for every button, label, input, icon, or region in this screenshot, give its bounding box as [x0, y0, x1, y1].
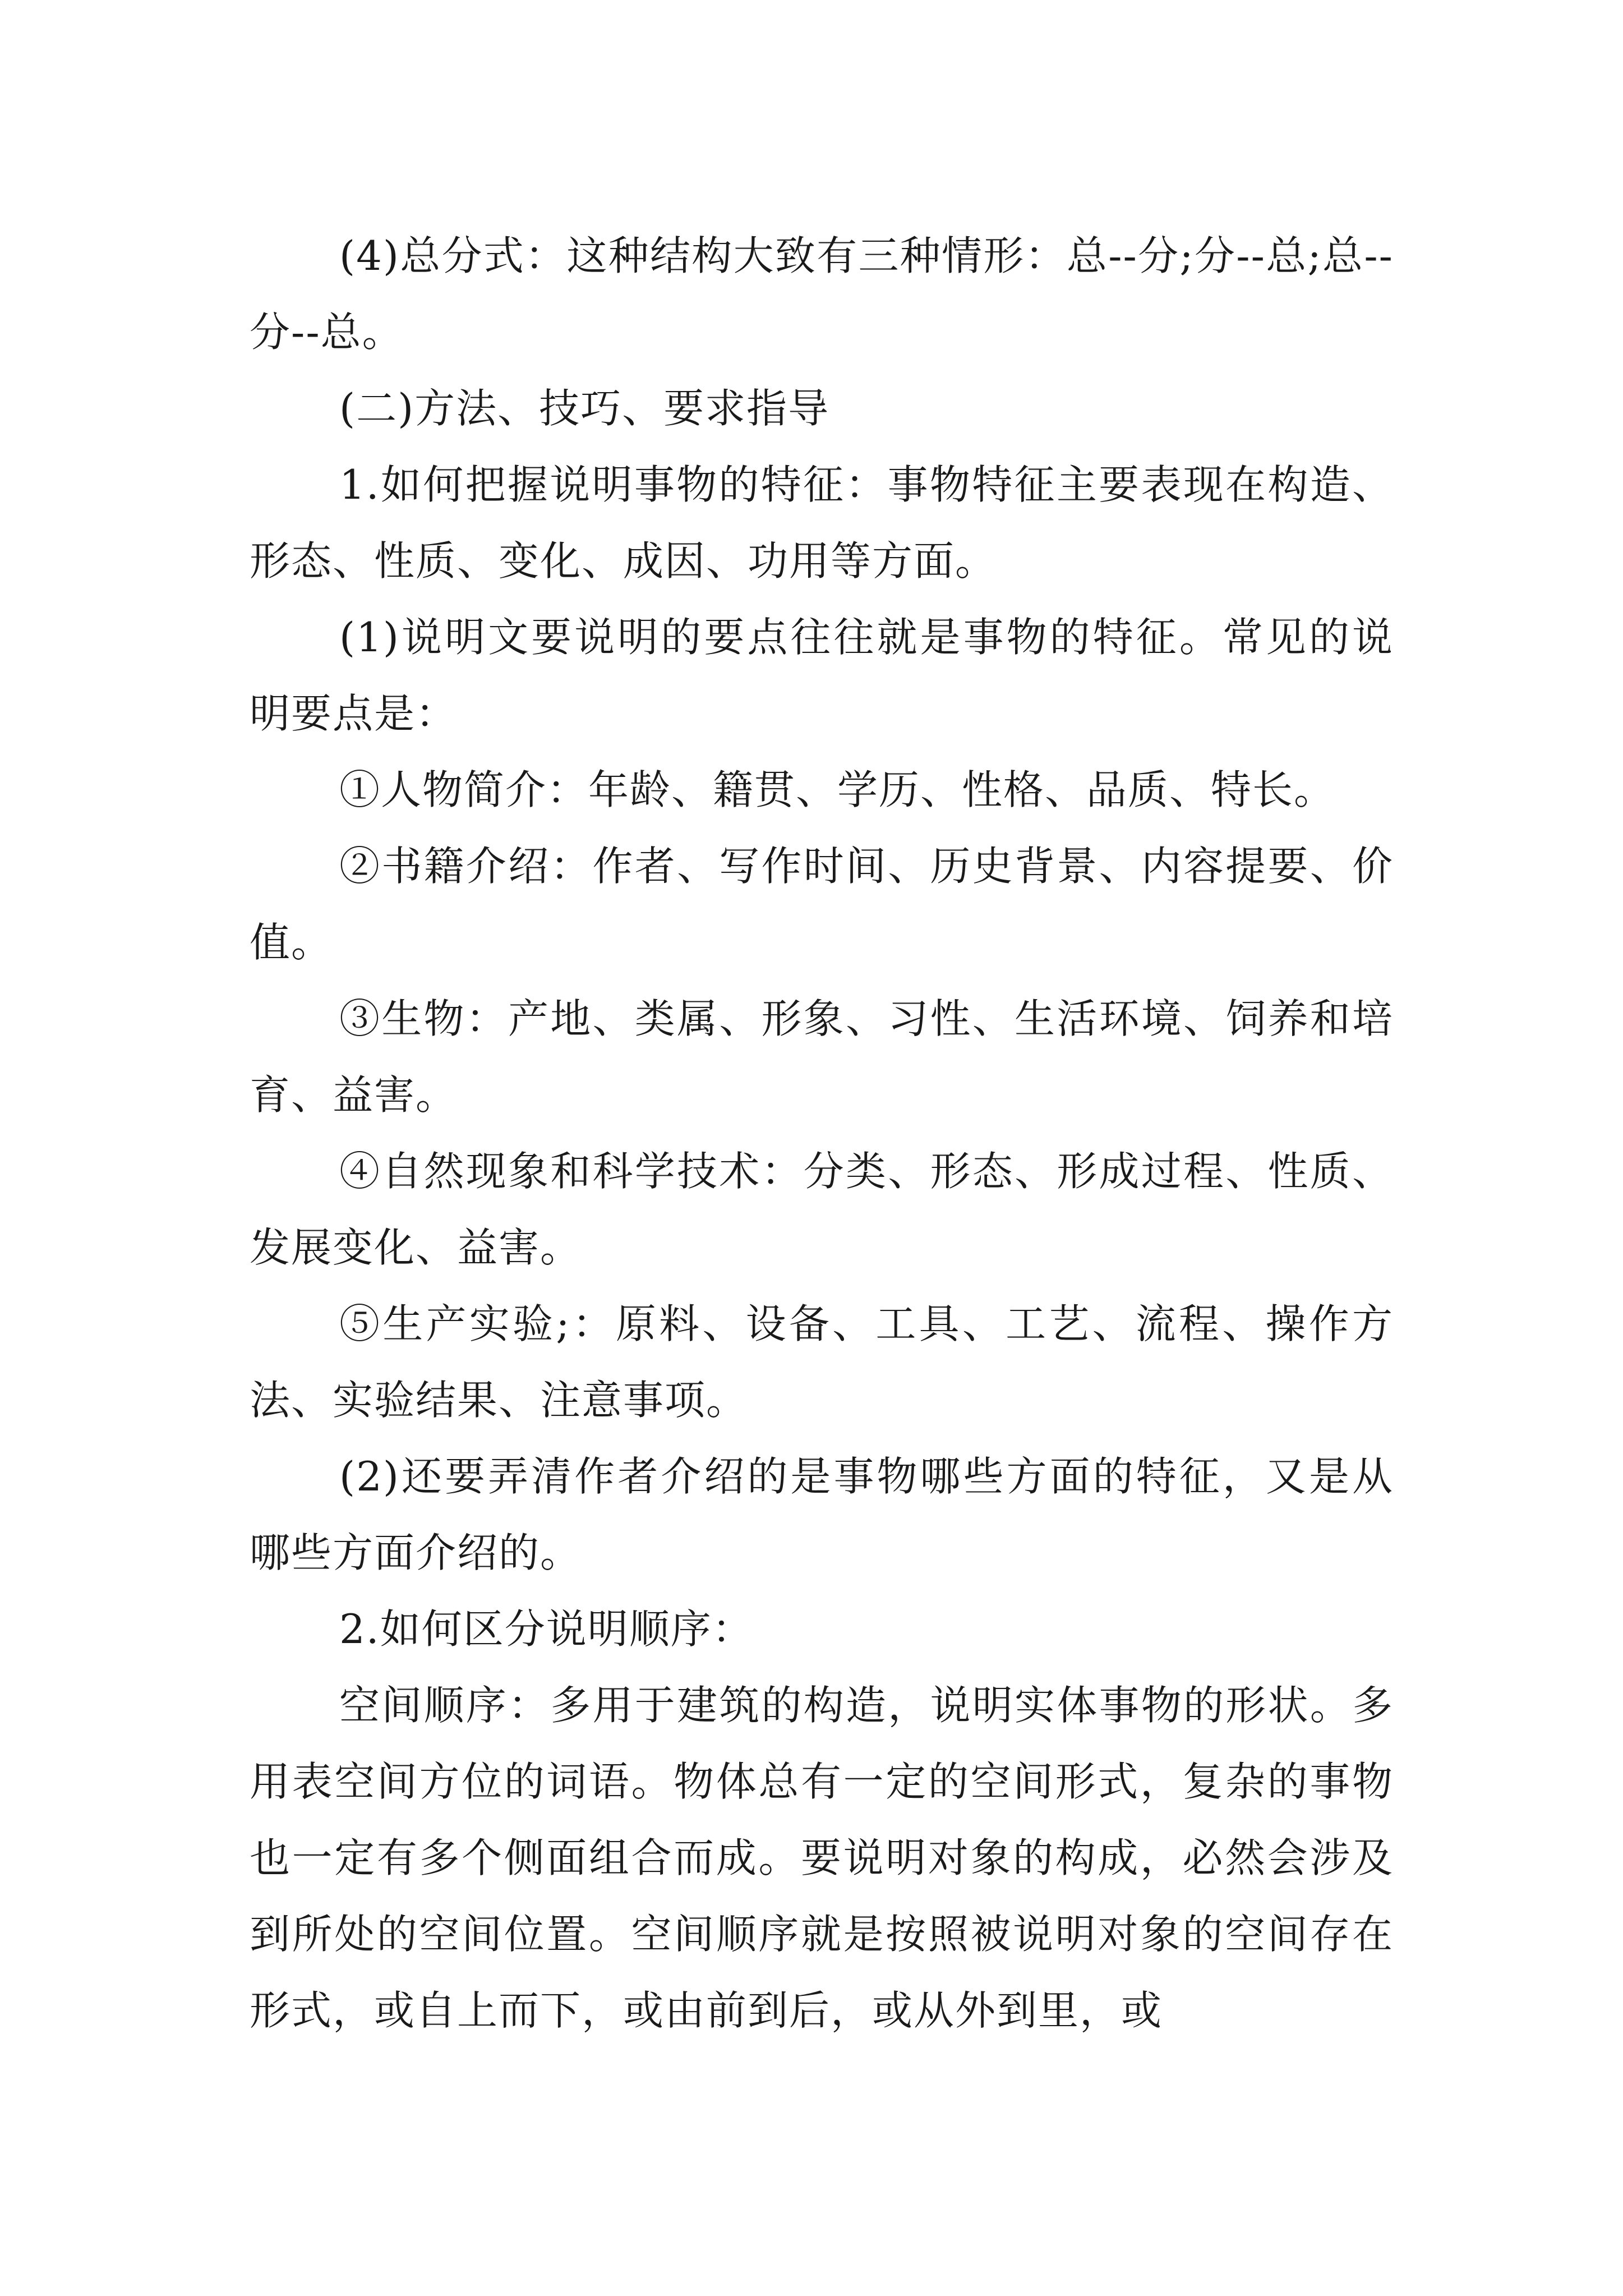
list-item-production: ⑤生产实验;：原料、设备、工具、工艺、流程、操作方法、实验结果、注意事项。 [250, 1300, 1394, 1424]
paragraph-author-aspects: (2)还要弄清作者介绍的是事物哪些方面的特征，又是从哪些方面介绍的。 [250, 1453, 1394, 1576]
list-item-book: ②书籍介绍：作者、写作时间、历史背景、内容提要、价值。 [250, 843, 1394, 966]
section-heading-order: 2.如何区分说明顺序： [339, 1605, 754, 1653]
body-text [250, 218, 1394, 2049]
paragraph-structure-type: (4)总分式：这种结构大致有三种情形：总--分;分--总;总--分--总。 [250, 232, 1394, 356]
paragraph-spatial-order: 空间顺序：多用于建筑的构造，说明实体事物的形状。多用表空间方位的词语。物体总有一定的空间形式，复杂的事物也一定有多个侧面组合而成。要说明对象的构成，必然会涉及到所处的空间位置。空间顺序就是按照被说明对象的空间存在形式，或自上而下，或由前到后，或从外到里，或 [250, 1682, 1394, 2034]
section-heading-methods: (二)方法、技巧、要求指导 [339, 385, 830, 432]
list-item-organism: ③生物：产地、类属、形象、习性、生活环境、饲养和培育、益害。 [250, 995, 1394, 1119]
paragraph-feature-grasp: 1.如何把握说明事物的特征：事物特征主要表现在构造、形态、性质、变化、成因、功用等方面。 [250, 461, 1394, 585]
list-item-science: ④自然现象和科学技术：分类、形态、形成过程、性质、发展变化、益害。 [250, 1148, 1394, 1271]
paragraph-key-points: (1)说明文要说明的要点往往就是事物的特征。常见的说明要点是： [250, 614, 1394, 737]
list-item-person: ①人物简介：年龄、籍贯、学历、性格、品质、特长。 [339, 766, 1336, 813]
